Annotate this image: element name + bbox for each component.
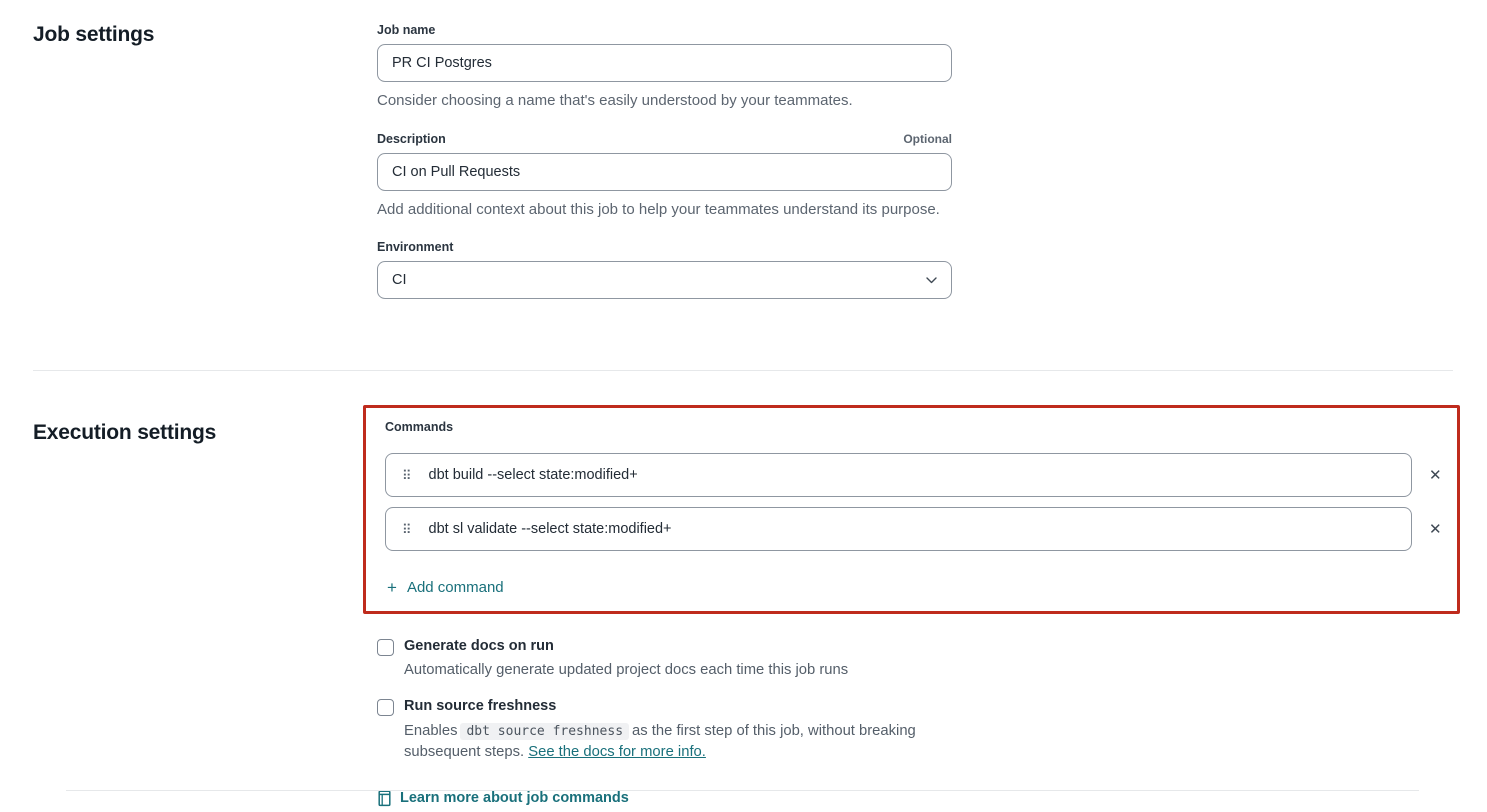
command-input[interactable]: [385, 507, 1412, 551]
generate-docs-label[interactable]: Generate docs on run: [404, 638, 554, 654]
section-execution-settings: [0, 405, 1487, 812]
execution-settings-heading: Execution settings: [33, 421, 217, 444]
plus-icon: +: [387, 578, 397, 597]
description-after-code: as the first step of this job, without breaking subsequent steps.: [404, 722, 916, 760]
run-source-freshness-label[interactable]: Run source freshness: [404, 698, 557, 715]
environment-selected-value: CI: [392, 272, 407, 288]
description-input[interactable]: [377, 153, 952, 191]
section-divider: [33, 370, 1453, 371]
close-icon: ✕: [1429, 520, 1442, 538]
command-text: dbt build --select state:modified+: [428, 467, 638, 483]
bottom-divider: [66, 790, 1419, 791]
command-text: dbt sl validate --select state:modified+: [428, 521, 672, 537]
job-name-helper: Consider choosing a name that's easily understood by your teammates.: [377, 92, 853, 109]
book-icon: [377, 790, 392, 807]
learn-more-link[interactable]: [377, 790, 629, 807]
add-command-label: Add command: [406, 579, 504, 596]
command-input[interactable]: [385, 453, 1412, 497]
description-field: [377, 132, 1487, 220]
run-source-freshness-text: [404, 698, 949, 762]
add-command-button[interactable]: [387, 579, 504, 596]
job-name-field: [377, 23, 1487, 111]
run-source-freshness-description: [404, 721, 949, 763]
run-source-freshness-row: [377, 698, 1487, 762]
drag-handle-icon[interactable]: ⠿: [402, 467, 412, 483]
execution-settings-form: [377, 405, 1487, 812]
see-docs-link[interactable]: See the docs for more info.: [528, 743, 706, 760]
section-job-settings: [0, 0, 1487, 320]
execution-settings-title-col: [0, 405, 377, 444]
description-before-code: Enables: [404, 722, 458, 739]
job-name-input[interactable]: [377, 44, 952, 82]
inline-code: dbt source freshness: [460, 723, 629, 740]
job-settings-title-col: [0, 23, 377, 46]
chevron-down-icon: [926, 277, 937, 284]
close-icon: ✕: [1429, 466, 1442, 484]
remove-command-button[interactable]: [1429, 522, 1442, 537]
environment-field: [377, 240, 1487, 299]
remove-command-button[interactable]: [1429, 468, 1442, 483]
description-label: Description: [377, 131, 446, 146]
generate-docs-checkbox[interactable]: [377, 639, 394, 656]
command-row: [385, 507, 1446, 551]
job-settings-form: [377, 23, 1487, 320]
description-helper: Add additional context about this job to help your teammates understand its purpose.: [377, 200, 940, 218]
environment-select[interactable]: [377, 261, 952, 299]
generate-docs-description: Automatically generate updated project docs each time this job runs: [404, 662, 849, 679]
drag-handle-icon[interactable]: ⠿: [402, 521, 412, 537]
optional-badge: Optional: [903, 131, 952, 146]
generate-docs-row: [377, 638, 1487, 681]
job-name-label: Job name: [377, 23, 436, 37]
command-row: [385, 453, 1446, 497]
environment-label: Environment: [377, 240, 454, 254]
learn-more-label: Learn more about job commands: [400, 790, 629, 807]
commands-highlight-box: [363, 405, 1460, 614]
job-settings-heading: Job settings: [33, 23, 155, 46]
run-source-freshness-checkbox[interactable]: [377, 699, 394, 716]
commands-label: Commands: [385, 420, 454, 434]
generate-docs-text: [404, 638, 848, 681]
